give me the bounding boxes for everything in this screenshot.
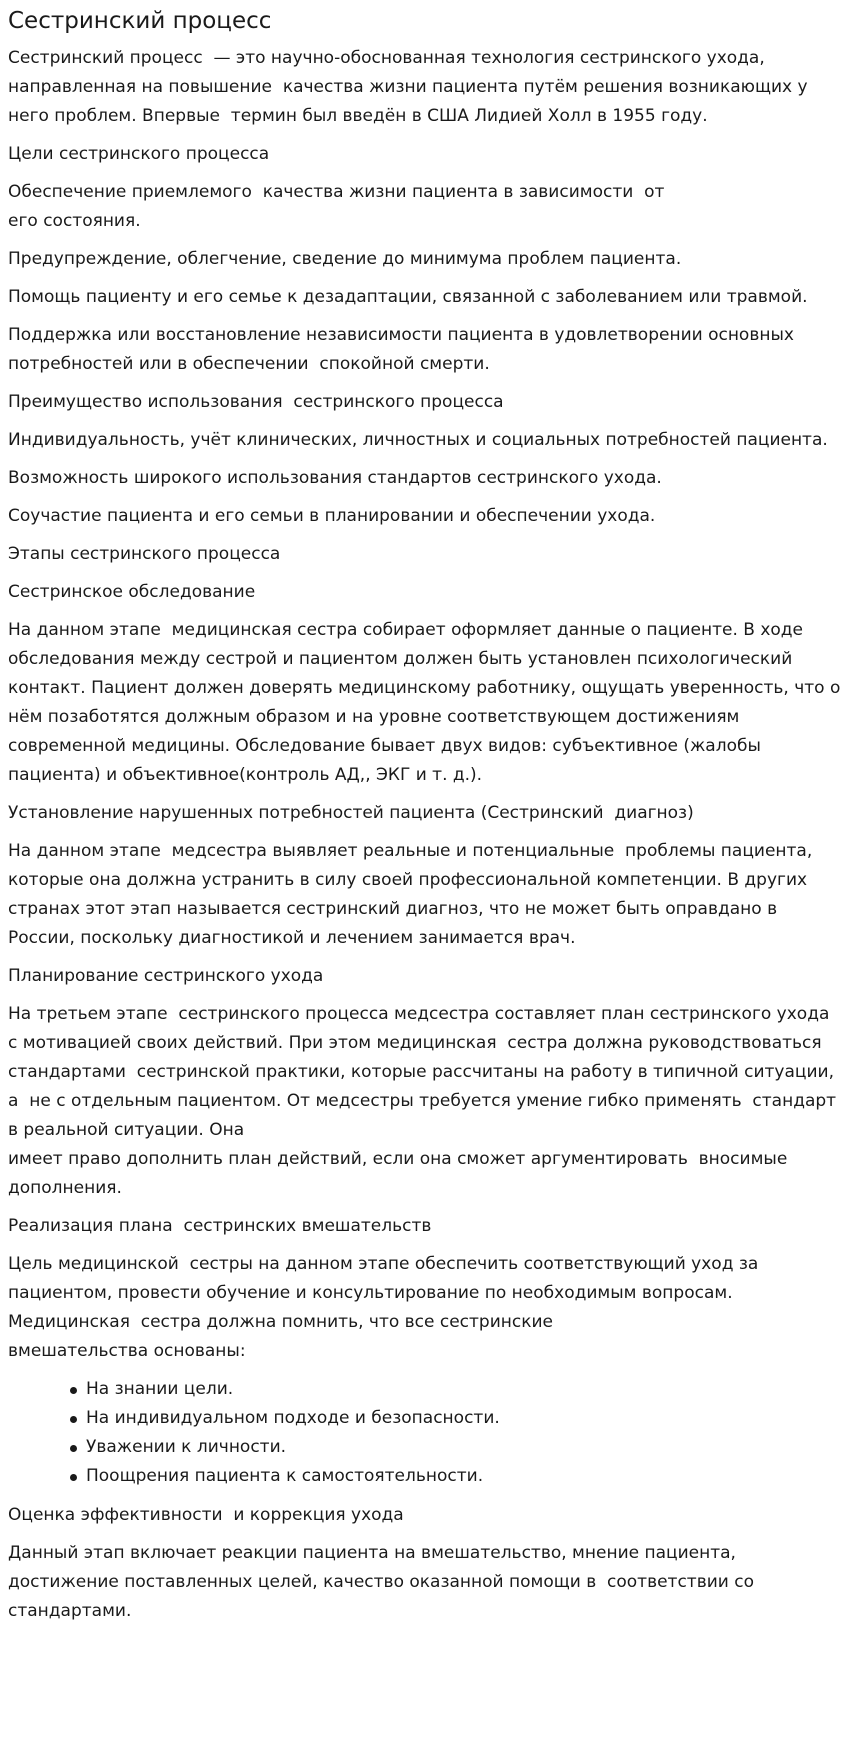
advantages-heading: Преимущество использования сестринского процесса xyxy=(8,392,504,412)
advantage-item: Возможность широкого использования стандартов сестринского ухода. xyxy=(8,468,662,488)
planning-text: На третьем этапе сестринского процесса медсестра составляет план сестринского ухода с мотивацией своих действий. При этом медицинская сестра должна руководствоваться стандартами сестринской практики, которые рассчитаны на работу в типичной ситуации, а не с отдельным пациентом. От медсестры требуется умение гибко применять стандарт в реальной ситуации. Она имеет право дополнить план действий, если она сможет аргументировать вносимые дополнения. xyxy=(8,1004,837,1198)
implementation-text: Цель медицинской сестры на данном этапе обеспечить соответствующий уход за пациентом, провести обучение и консультирование по необходимым вопросам. Медицинская сестра должна помнить, что все сестринские вмешательства основаны: xyxy=(8,1254,759,1361)
evaluation-text: Данный этап включает реакции пациента на вмешательство, мнение пациента, достижение поставленных целей, качество оказанной помощи в соответствии со стандартами. xyxy=(8,1543,760,1621)
planning-heading: Планирование сестринского ухода xyxy=(8,966,324,986)
diagnosis-text: На данном этапе медсестра выявляет реальные и потенциальные проблемы пациента, которые она должна устранить в силу своей профессиональной компетенции. В других странах этот этап называется сестринский диагноз, что не может быть оправдано в России, поскольку диагностикой и лечением занимается врач. xyxy=(8,841,818,948)
examination-heading: Сестринское обследование xyxy=(8,582,256,602)
list-item: Поощрения пациента к самостоятельности. xyxy=(70,1462,844,1491)
goals-heading: Цели сестринского процесса xyxy=(8,144,270,164)
goal-item: Поддержка или восстановление независимости пациента в удовлетворении основных потребностей или в обеспечении спокойной смерти. xyxy=(8,325,800,374)
goal-item: Предупреждение, облегчение, сведение до минимума проблем пациента. xyxy=(8,249,682,269)
evaluation-heading: Оценка эффективности и коррекция ухода xyxy=(8,1505,404,1525)
examination-text: На данном этапе медицинская сестра собирает оформляет данные о пациенте. В ходе обследования между сестрой и пациентом должен быть установлен психологический контакт. Пациент должен доверять медицинскому работнику, ощущать уверенность, что о нём позаботятся должным образом и на уровне соответствующем достижениям современной медицины. Обследование бывает двух видов: субъективное (жалобы пациента) и объективное(контроль АД,, ЭКГ и т. д.). xyxy=(8,620,846,785)
goal-item: Помощь пациенту и его семье к дезадаптации, связанной с заболеванием или травмой. xyxy=(8,287,808,307)
intro-paragraph: Сестринский процесс — это научно-обоснованная технология сестринского ухода, направленная на повышение качества жизни пациента путём решения возникающих у него проблем. Впервые термин был введён в США Лидией Холл в 1955 году. xyxy=(8,48,813,126)
list-item: На знании цели. xyxy=(70,1375,844,1404)
list-item: Уважении к личности. xyxy=(70,1433,844,1462)
goal-item: Обеспечение приемлемого качества жизни пациента в зависимости от его состояния. xyxy=(8,182,665,231)
advantage-item: Индивидуальность, учёт клинических, личностных и социальных потребностей пациента. xyxy=(8,430,828,450)
implementation-heading: Реализация плана сестринских вмешательств xyxy=(8,1216,432,1236)
page-title: Сестринский процесс xyxy=(8,8,272,34)
diagnosis-heading: Установление нарушенных потребностей пациента (Сестринский диагноз) xyxy=(8,803,694,823)
stages-heading: Этапы сестринского процесса xyxy=(8,544,281,564)
list-item: На индивидуальном подходе и безопасности. xyxy=(70,1404,844,1433)
implementation-bullet-list xyxy=(8,1375,844,1491)
advantage-item: Соучастие пациента и его семьи в планировании и обеспечении ухода. xyxy=(8,506,656,526)
